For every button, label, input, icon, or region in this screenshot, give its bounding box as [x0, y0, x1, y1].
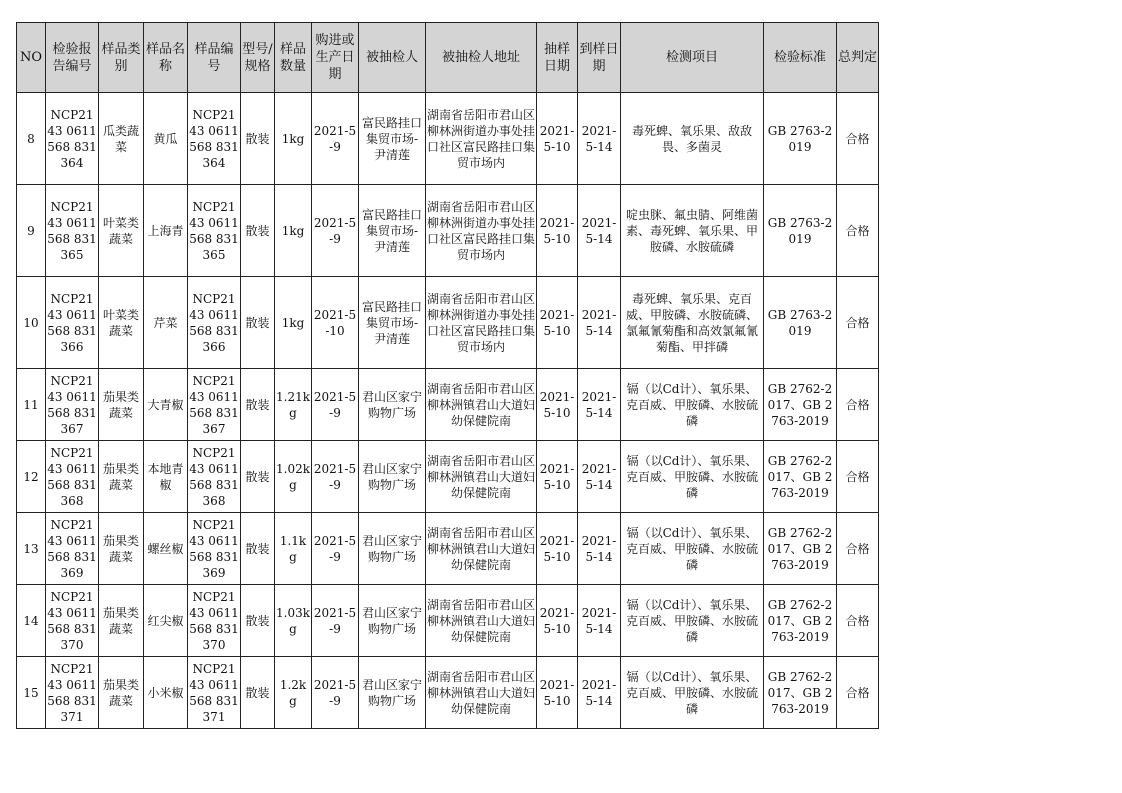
cell-standard: GB 2762-2017、GB 2763-2019	[764, 369, 837, 441]
cell-report-number: NCP2143 0611568 831365	[46, 185, 99, 277]
cell-purchase-date: 2021-5-9	[312, 513, 359, 585]
cell-sample-category: 茄果类蔬菜	[99, 585, 144, 657]
header-spec: 型号/规格	[241, 23, 275, 93]
cell-address: 湖南省岳阳市君山区柳林洲镇君山大道妇幼保健院南	[426, 585, 537, 657]
cell-sample-number: NCP2143 0611568 831364	[188, 93, 241, 185]
header-report-number: 检验报告编号	[46, 23, 99, 93]
cell-address: 湖南省岳阳市君山区柳林洲镇君山大道妇幼保健院南	[426, 513, 537, 585]
header-inspectee-address: 被抽检人地址	[426, 23, 537, 93]
header-no: NO	[17, 23, 46, 93]
cell-sample-category: 茄果类蔬菜	[99, 513, 144, 585]
cell-result: 合格	[837, 441, 879, 513]
cell-report-number: NCP2143 0611568 831369	[46, 513, 99, 585]
cell-address: 湖南省岳阳市君山区柳林洲街道办事处挂口社区富民路挂口集贸市场内	[426, 93, 537, 185]
cell-no: 15	[17, 657, 46, 729]
cell-spec: 散装	[241, 93, 275, 185]
cell-spec: 散装	[241, 369, 275, 441]
cell-quantity: 1kg	[275, 185, 312, 277]
cell-address: 湖南省岳阳市君山区柳林洲镇君山大道妇幼保健院南	[426, 441, 537, 513]
header-sample-number: 样品编号	[188, 23, 241, 93]
cell-sample-name: 上海青	[144, 185, 188, 277]
cell-test-items: 镉（以Cd计）、氧乐果、克百威、甲胺磷、水胺硫磷	[621, 369, 764, 441]
cell-quantity: 1.03kg	[275, 585, 312, 657]
cell-inspectee: 富民路挂口集贸市场-尹清莲	[359, 185, 426, 277]
cell-test-items: 镉（以Cd计）、氧乐果、克百威、甲胺磷、水胺硫磷	[621, 657, 764, 729]
cell-sampling-date: 2021-5-10	[537, 369, 578, 441]
table-row	[17, 657, 879, 729]
cell-sample-category: 茄果类蔬菜	[99, 369, 144, 441]
table-row	[17, 369, 879, 441]
cell-address: 湖南省岳阳市君山区柳林洲镇君山大道妇幼保健院南	[426, 657, 537, 729]
cell-test-items: 镉（以Cd计）、氧乐果、克百威、甲胺磷、水胺硫磷	[621, 513, 764, 585]
cell-no: 9	[17, 185, 46, 277]
cell-sample-name: 芹菜	[144, 277, 188, 369]
cell-sampling-date: 2021-5-10	[537, 441, 578, 513]
cell-sampling-date: 2021-5-10	[537, 93, 578, 185]
cell-report-number: NCP2143 0611568 831364	[46, 93, 99, 185]
cell-standard: GB 2763-2019	[764, 93, 837, 185]
cell-no: 13	[17, 513, 46, 585]
cell-standard: GB 2763-2019	[764, 277, 837, 369]
cell-result: 合格	[837, 585, 879, 657]
cell-sample-number: NCP2143 0611568 831365	[188, 185, 241, 277]
cell-sample-name: 小米椒	[144, 657, 188, 729]
cell-standard: GB 2762-2017、GB 2763-2019	[764, 441, 837, 513]
cell-sample-number: NCP2143 0611568 831369	[188, 513, 241, 585]
cell-spec: 散装	[241, 585, 275, 657]
cell-sampling-date: 2021-5-10	[537, 513, 578, 585]
cell-report-number: NCP2143 0611568 831371	[46, 657, 99, 729]
cell-report-number: NCP2143 0611568 831366	[46, 277, 99, 369]
cell-test-items: 毒死蜱、氧乐果、敌敌畏、多菌灵	[621, 93, 764, 185]
table-row	[17, 513, 879, 585]
table-row	[17, 585, 879, 657]
cell-arrival-date: 2021-5-14	[578, 441, 621, 513]
cell-arrival-date: 2021-5-14	[578, 93, 621, 185]
cell-result: 合格	[837, 185, 879, 277]
cell-purchase-date: 2021-5-9	[312, 93, 359, 185]
cell-no: 8	[17, 93, 46, 185]
cell-sample-category: 叶菜类蔬菜	[99, 277, 144, 369]
cell-sampling-date: 2021-5-10	[537, 657, 578, 729]
cell-purchase-date: 2021-5-10	[312, 277, 359, 369]
header-arrival-date: 到样日期	[578, 23, 621, 93]
header-standard: 检验标准	[764, 23, 837, 93]
cell-purchase-date: 2021-5-9	[312, 441, 359, 513]
cell-quantity: 1kg	[275, 93, 312, 185]
cell-sample-number: NCP2143 0611568 831371	[188, 657, 241, 729]
cell-arrival-date: 2021-5-14	[578, 513, 621, 585]
table-row	[17, 93, 879, 185]
cell-arrival-date: 2021-5-14	[578, 185, 621, 277]
cell-result: 合格	[837, 513, 879, 585]
cell-arrival-date: 2021-5-14	[578, 369, 621, 441]
header-row	[17, 23, 879, 93]
cell-arrival-date: 2021-5-14	[578, 657, 621, 729]
cell-inspectee: 君山区家宁购物广场	[359, 657, 426, 729]
cell-no: 10	[17, 277, 46, 369]
cell-report-number: NCP2143 0611568 831370	[46, 585, 99, 657]
cell-inspectee: 富民路挂口集贸市场-尹清莲	[359, 93, 426, 185]
cell-spec: 散装	[241, 441, 275, 513]
cell-purchase-date: 2021-5-9	[312, 185, 359, 277]
cell-spec: 散装	[241, 513, 275, 585]
cell-standard: GB 2762-2017、GB 2763-2019	[764, 585, 837, 657]
cell-sample-number: NCP2143 0611568 831368	[188, 441, 241, 513]
header-quantity: 样品数量	[275, 23, 312, 93]
cell-sample-name: 黄瓜	[144, 93, 188, 185]
cell-arrival-date: 2021-5-14	[578, 585, 621, 657]
cell-no: 12	[17, 441, 46, 513]
cell-report-number: NCP2143 0611568 831368	[46, 441, 99, 513]
cell-inspectee: 君山区家宁购物广场	[359, 441, 426, 513]
cell-purchase-date: 2021-5-9	[312, 369, 359, 441]
cell-report-number: NCP2143 0611568 831367	[46, 369, 99, 441]
cell-spec: 散装	[241, 185, 275, 277]
cell-spec: 散装	[241, 277, 275, 369]
cell-test-items: 啶虫脒、氟虫腈、阿维菌素、毒死蜱、氧乐果、甲胺磷、水胺硫磷	[621, 185, 764, 277]
cell-arrival-date: 2021-5-14	[578, 277, 621, 369]
cell-inspectee: 君山区家宁购物广场	[359, 369, 426, 441]
cell-quantity: 1.02kg	[275, 441, 312, 513]
cell-sample-number: NCP2143 0611568 831367	[188, 369, 241, 441]
cell-standard: GB 2762-2017、GB 2763-2019	[764, 657, 837, 729]
cell-sample-category: 茄果类蔬菜	[99, 441, 144, 513]
cell-result: 合格	[837, 277, 879, 369]
cell-test-items: 毒死蜱、氧乐果、克百威、甲胺磷、水胺硫磷、氯氟氰菊酯和高效氯氟氰菊酯、甲拌磷	[621, 277, 764, 369]
cell-quantity: 1.1kg	[275, 513, 312, 585]
header-sample-category: 样品类别	[99, 23, 144, 93]
cell-sample-name: 本地青椒	[144, 441, 188, 513]
table-row	[17, 277, 879, 369]
cell-address: 湖南省岳阳市君山区柳林洲街道办事处挂口社区富民路挂口集贸市场内	[426, 185, 537, 277]
cell-quantity: 1.2kg	[275, 657, 312, 729]
header-test-items: 检测项目	[621, 23, 764, 93]
cell-test-items: 镉（以Cd计）、氧乐果、克百威、甲胺磷、水胺硫磷	[621, 585, 764, 657]
cell-sample-number: NCP2143 0611568 831366	[188, 277, 241, 369]
cell-address: 湖南省岳阳市君山区柳林洲镇君山大道妇幼保健院南	[426, 369, 537, 441]
cell-result: 合格	[837, 657, 879, 729]
cell-spec: 散装	[241, 657, 275, 729]
cell-sample-category: 叶菜类蔬菜	[99, 185, 144, 277]
cell-result: 合格	[837, 369, 879, 441]
cell-sampling-date: 2021-5-10	[537, 185, 578, 277]
cell-quantity: 1.21kg	[275, 369, 312, 441]
cell-standard: GB 2762-2017、GB 2763-2019	[764, 513, 837, 585]
header-result: 总判定	[837, 23, 879, 93]
cell-sample-category: 茄果类蔬菜	[99, 657, 144, 729]
cell-sample-name: 螺丝椒	[144, 513, 188, 585]
cell-inspectee: 君山区家宁购物广场	[359, 585, 426, 657]
cell-no: 11	[17, 369, 46, 441]
header-purchase-date: 购进或生产日期	[312, 23, 359, 93]
inspection-results-table	[16, 22, 879, 729]
header-inspectee: 被抽检人	[359, 23, 426, 93]
table-row	[17, 441, 879, 513]
cell-sample-name: 大青椒	[144, 369, 188, 441]
cell-inspectee: 君山区家宁购物广场	[359, 513, 426, 585]
cell-inspectee: 富民路挂口集贸市场-尹清莲	[359, 277, 426, 369]
cell-purchase-date: 2021-5-9	[312, 657, 359, 729]
cell-standard: GB 2763-2019	[764, 185, 837, 277]
cell-sample-category: 瓜类蔬菜	[99, 93, 144, 185]
cell-purchase-date: 2021-5-9	[312, 585, 359, 657]
cell-no: 14	[17, 585, 46, 657]
cell-test-items: 镉（以Cd计）、氧乐果、克百威、甲胺磷、水胺硫磷	[621, 441, 764, 513]
cell-address: 湖南省岳阳市君山区柳林洲街道办事处挂口社区富民路挂口集贸市场内	[426, 277, 537, 369]
cell-sample-number: NCP2143 0611568 831370	[188, 585, 241, 657]
table-row	[17, 185, 879, 277]
cell-result: 合格	[837, 93, 879, 185]
header-sample-name: 样品名称	[144, 23, 188, 93]
cell-quantity: 1kg	[275, 277, 312, 369]
cell-sampling-date: 2021-5-10	[537, 585, 578, 657]
cell-sampling-date: 2021-5-10	[537, 277, 578, 369]
cell-sample-name: 红尖椒	[144, 585, 188, 657]
header-sampling-date: 抽样日期	[537, 23, 578, 93]
